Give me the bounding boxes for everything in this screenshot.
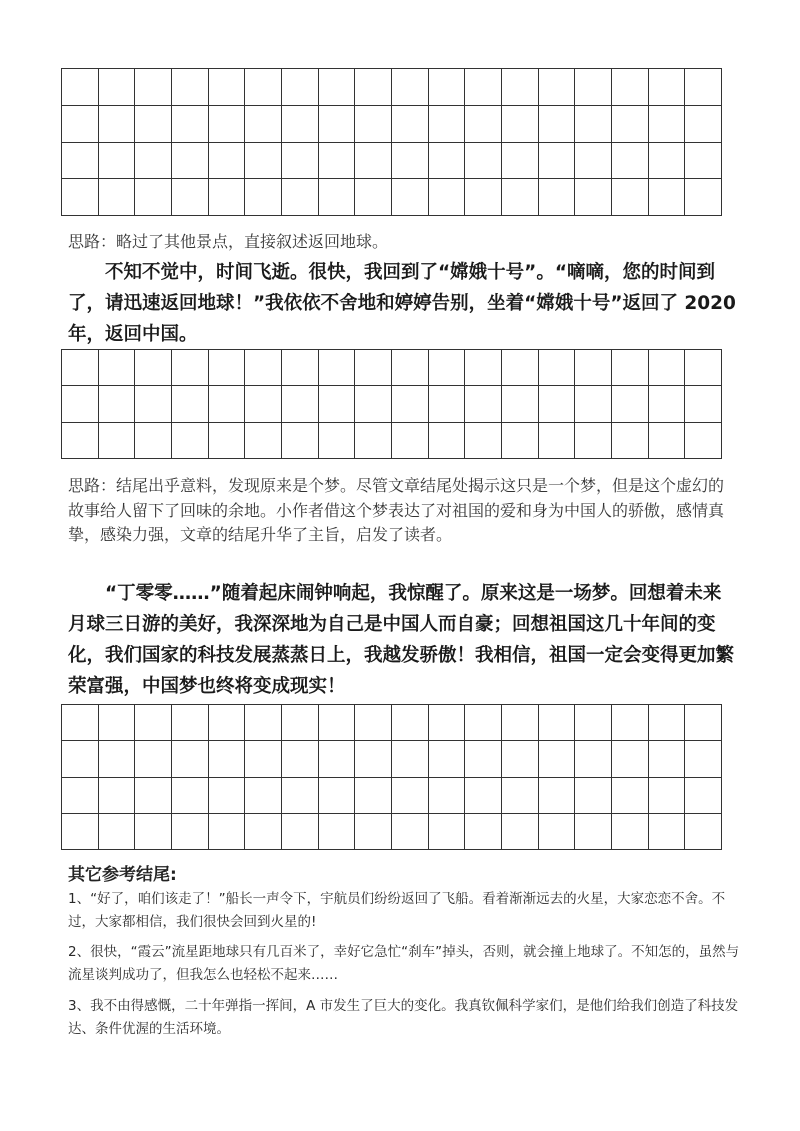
grid-cell [135, 777, 172, 813]
grid-row [62, 705, 722, 741]
grid-cell [208, 350, 245, 386]
grid-cell [318, 69, 355, 106]
grid-cell [465, 142, 502, 179]
grid-cell [428, 422, 465, 458]
grid-cell [391, 69, 428, 106]
grid-cell [208, 386, 245, 422]
grid-row [62, 142, 722, 179]
grid-cell [648, 422, 685, 458]
grid-cell [538, 741, 575, 777]
grid-cell [318, 386, 355, 422]
grid-cell [685, 813, 722, 849]
grid-cell [611, 705, 648, 741]
grid-cell [575, 705, 612, 741]
grid-cell [281, 422, 318, 458]
grid-cell [245, 386, 282, 422]
grid-cell [62, 813, 99, 849]
grid-cell [208, 777, 245, 813]
grid-row [62, 813, 722, 849]
grid-cell [391, 142, 428, 179]
grid-cell [501, 813, 538, 849]
grid-cell [611, 105, 648, 142]
grid-cell [685, 179, 722, 216]
grid-cell [501, 69, 538, 106]
grid-row [62, 422, 722, 458]
grid-cell [685, 105, 722, 142]
grid-cell [318, 142, 355, 179]
grid-cell [245, 741, 282, 777]
grid-cell [538, 69, 575, 106]
grid-cell [318, 422, 355, 458]
grid-cell [135, 142, 172, 179]
grid-cell [575, 105, 612, 142]
grid-cell [685, 350, 722, 386]
grid-cell [98, 777, 135, 813]
grid-cell [98, 813, 135, 849]
grid-cell [391, 179, 428, 216]
grid-cell [355, 741, 392, 777]
grid-cell [208, 105, 245, 142]
grid-cell [465, 422, 502, 458]
grid-row [62, 179, 722, 216]
grid-cell [428, 350, 465, 386]
grid-cell [62, 777, 99, 813]
grid-cell [538, 350, 575, 386]
grid-cell [501, 777, 538, 813]
grid-cell [245, 179, 282, 216]
grid-cell [611, 741, 648, 777]
grid-cell [648, 705, 685, 741]
grid-cell [281, 69, 318, 106]
grid-cell [245, 350, 282, 386]
grid-cell [281, 179, 318, 216]
grid-cell [538, 179, 575, 216]
grid-cell [245, 813, 282, 849]
grid-cell [245, 705, 282, 741]
grid-cell [501, 705, 538, 741]
grid-cell [208, 813, 245, 849]
grid-cell [135, 705, 172, 741]
grid-cell [62, 179, 99, 216]
grid-cell [98, 69, 135, 106]
grid-cell [245, 422, 282, 458]
grid-cell [611, 813, 648, 849]
grid-cell [98, 179, 135, 216]
grid-cell [428, 741, 465, 777]
grid-cell [245, 105, 282, 142]
grid-cell [575, 179, 612, 216]
grid-cell [281, 350, 318, 386]
grid-cell [391, 350, 428, 386]
writing-grid-1 [61, 68, 722, 216]
grid-cell [391, 422, 428, 458]
grid-cell [465, 705, 502, 741]
grid-cell [648, 386, 685, 422]
grid-cell [355, 179, 392, 216]
grid-cell [135, 69, 172, 106]
grid-cell [98, 705, 135, 741]
grid-cell [501, 350, 538, 386]
grid-cell [98, 386, 135, 422]
grid-cell [501, 105, 538, 142]
grid-cell [575, 350, 612, 386]
grid-row [62, 69, 722, 106]
grid-cell [575, 741, 612, 777]
grid-cell [135, 105, 172, 142]
grid-cell [135, 179, 172, 216]
grid-cell [465, 179, 502, 216]
grid-cell [62, 69, 99, 106]
grid-cell [428, 777, 465, 813]
grid-cell [208, 741, 245, 777]
grid-cell [318, 350, 355, 386]
reference-ending-3: 3、我不由得感慨，二十年弹指一挥间，A 市发生了巨大的变化。我真钦佩科学家们，是他们给我们创造了科技发达、条件优渥的生活环境。 [68, 998, 739, 1037]
grid-cell [135, 386, 172, 422]
grid-cell [648, 813, 685, 849]
grid-cell [501, 386, 538, 422]
grid-cell [428, 69, 465, 106]
grid-cell [62, 705, 99, 741]
grid-row [62, 741, 722, 777]
grid-cell [685, 386, 722, 422]
thinking-note-2: 思路：结尾出乎意料，发现原来是个梦。尽管文章结尾处揭示这只是一个梦，但是这个虚幻的故事给人留下了回味的余地。小作者借这个梦表达了对祖国的爱和身为中国人的骄傲，感情真挚，感染力强，文章的结尾升华了主旨，启发了读者。 [68, 476, 725, 544]
grid-cell [171, 422, 208, 458]
grid-cell [685, 422, 722, 458]
grid-cell [318, 813, 355, 849]
grid-cell [391, 813, 428, 849]
grid-cell [611, 142, 648, 179]
grid-cell [648, 142, 685, 179]
grid-cell [98, 422, 135, 458]
grid-cell [135, 422, 172, 458]
grid-cell [171, 386, 208, 422]
grid-cell [355, 105, 392, 142]
grid-cell [465, 386, 502, 422]
grid-cell [98, 105, 135, 142]
essay-paragraph-2: “丁零零……”随着起床闹钟响起，我惊醒了。原来这是一场梦。回想着未来月球三日游的美好，我深深地为自己是中国人而自豪；回想祖国这几十年间的变化，我们国家的科技发展蒸蒸日上，我越发骄傲！我相信，祖国一定会变得更加繁荣富强，中国梦也终将变成现实！ [68, 583, 735, 697]
grid-cell [391, 705, 428, 741]
grid-cell [501, 142, 538, 179]
grid-cell [501, 741, 538, 777]
grid-cell [318, 741, 355, 777]
grid-cell [501, 422, 538, 458]
grid-row [62, 350, 722, 386]
grid-cell [98, 741, 135, 777]
grid-cell [171, 705, 208, 741]
grid-row [62, 777, 722, 813]
grid-cell [538, 142, 575, 179]
grid-cell [208, 422, 245, 458]
grid-cell [208, 69, 245, 106]
grid-cell [648, 350, 685, 386]
writing-grid-3 [61, 704, 722, 850]
grid-cell [648, 105, 685, 142]
grid-cell [208, 179, 245, 216]
grid-cell [428, 386, 465, 422]
grid-cell [538, 105, 575, 142]
grid-cell [208, 142, 245, 179]
grid-cell [208, 705, 245, 741]
grid-row [62, 386, 722, 422]
grid-cell [538, 386, 575, 422]
grid-cell [685, 705, 722, 741]
grid-cell [281, 142, 318, 179]
grid-cell [611, 179, 648, 216]
grid-cell [685, 69, 722, 106]
grid-cell [575, 69, 612, 106]
grid-cell [648, 179, 685, 216]
grid-cell [501, 179, 538, 216]
grid-cell [391, 777, 428, 813]
grid-cell [575, 386, 612, 422]
grid-cell [391, 386, 428, 422]
grid-cell [611, 777, 648, 813]
grid-cell [281, 105, 318, 142]
grid-cell [171, 105, 208, 142]
grid-cell [538, 813, 575, 849]
grid-cell [281, 705, 318, 741]
grid-cell [575, 142, 612, 179]
grid-cell [685, 777, 722, 813]
grid-cell [135, 350, 172, 386]
grid-cell [62, 741, 99, 777]
grid-cell [648, 777, 685, 813]
grid-cell [428, 813, 465, 849]
grid-cell [611, 386, 648, 422]
reference-ending-2: 2、很快，“霞云”流星距地球只有几百米了，幸好它急忙“刹车”掉头，否则，就会撞上地球了。不知怎的，虽然与流星谈判成功了，但我怎么也轻松不起来…… [68, 944, 740, 983]
grid-cell [465, 741, 502, 777]
grid-row [62, 105, 722, 142]
grid-cell [171, 350, 208, 386]
grid-cell [428, 105, 465, 142]
grid-cell [355, 705, 392, 741]
grid-cell [171, 142, 208, 179]
grid-cell [465, 105, 502, 142]
writing-grid-2 [61, 349, 722, 459]
grid-cell [171, 69, 208, 106]
other-endings-heading: 其它参考结尾: [68, 865, 177, 885]
grid-cell [171, 741, 208, 777]
grid-cell [281, 813, 318, 849]
grid-cell [62, 105, 99, 142]
grid-cell [611, 422, 648, 458]
grid-cell [245, 69, 282, 106]
grid-cell [62, 350, 99, 386]
grid-cell [318, 777, 355, 813]
thinking-note-1: 思路：略过了其他景点，直接叙述返回地球。 [68, 232, 389, 251]
grid-cell [355, 350, 392, 386]
grid-cell [428, 705, 465, 741]
grid-cell [611, 69, 648, 106]
grid-cell [575, 422, 612, 458]
grid-cell [281, 777, 318, 813]
grid-cell [135, 741, 172, 777]
grid-cell [685, 741, 722, 777]
grid-cell [355, 142, 392, 179]
grid-cell [98, 142, 135, 179]
grid-cell [391, 741, 428, 777]
grid-cell [355, 777, 392, 813]
grid-cell [391, 105, 428, 142]
reference-ending-1: 1、“好了，咱们该走了！”船长一声令下，宇航员们纷纷返回了飞船。看着渐渐远去的火星，大家恋恋不舍。不过，大家都相信，我们很快会回到火星的! [68, 891, 726, 930]
grid-cell [171, 777, 208, 813]
grid-cell [465, 777, 502, 813]
grid-cell [355, 422, 392, 458]
grid-cell [538, 777, 575, 813]
essay-paragraph-1: 不知不觉中，时间飞逝。很快，我回到了“嫦娥十号”。“嘀嘀，您的时间到了，请迅速返回地球！”我依依不舍地和婷婷告别，坐着“嫦娥十号”返回了 2020 年，返回中国。 [68, 262, 736, 345]
grid-cell [171, 813, 208, 849]
grid-cell [171, 179, 208, 216]
grid-cell [355, 69, 392, 106]
grid-cell [685, 142, 722, 179]
grid-cell [611, 350, 648, 386]
grid-cell [281, 386, 318, 422]
grid-cell [538, 705, 575, 741]
grid-cell [538, 422, 575, 458]
grid-cell [281, 741, 318, 777]
grid-cell [135, 813, 172, 849]
grid-cell [355, 813, 392, 849]
grid-cell [318, 705, 355, 741]
grid-cell [465, 69, 502, 106]
grid-cell [465, 813, 502, 849]
grid-cell [318, 105, 355, 142]
grid-cell [648, 741, 685, 777]
grid-cell [62, 386, 99, 422]
grid-cell [98, 350, 135, 386]
grid-cell [428, 142, 465, 179]
grid-cell [318, 179, 355, 216]
grid-cell [355, 386, 392, 422]
grid-cell [62, 142, 99, 179]
grid-cell [575, 777, 612, 813]
grid-cell [648, 69, 685, 106]
grid-cell [575, 813, 612, 849]
grid-cell [245, 777, 282, 813]
grid-cell [465, 350, 502, 386]
grid-cell [245, 142, 282, 179]
grid-cell [428, 179, 465, 216]
grid-cell [62, 422, 99, 458]
